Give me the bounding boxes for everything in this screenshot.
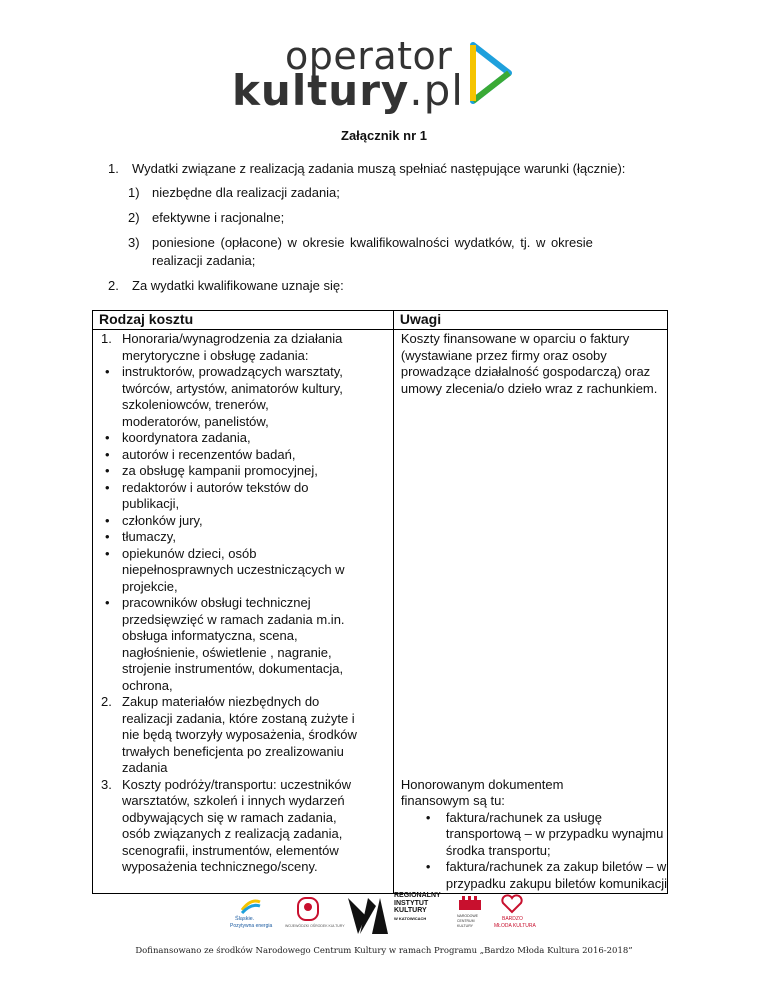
nck-text-line: KULTURY (457, 924, 474, 928)
row3-number: 3. (101, 776, 112, 792)
subpoint-2-number: 2) (128, 210, 140, 225)
row1-bullet-item (93, 463, 393, 480)
operator-kultury-logo (232, 34, 510, 115)
bullet-icon: • (105, 479, 110, 495)
row3-line: scenografii, instrumentów, elementów (122, 842, 339, 858)
attachment-title: Załącznik nr 1 (341, 128, 427, 143)
row1-bullet-line: za obsługę kampanii promocyjnej, (122, 463, 318, 478)
slaskie-tagline: Pozytywna energia (230, 923, 273, 929)
header-remarks: Uwagi (393, 311, 667, 330)
rik-text-line: W KATOWICACH (394, 915, 427, 921)
row1-bullet-line: członków jury, (122, 512, 203, 528)
header-cost-type: Rodzaj kosztu (93, 311, 394, 330)
row3-note-bullet-line: środka transportu; (445, 842, 551, 858)
subpoint-3-number: 3) (128, 235, 140, 250)
subpoint-1-number: 1) (128, 185, 140, 200)
row2-number: 2. (101, 694, 112, 709)
row1-bullet-line: przedsięwzięć w ramach zadania m.in. (122, 611, 345, 627)
row3-note-bullet-line: faktura/rachunek za usługę (445, 809, 602, 825)
subpoint-1-text: niezbędne dla realizacji zadania; (152, 185, 340, 200)
bullet-icon: • (105, 446, 110, 462)
row1-bullet-line: publikacji, (122, 496, 180, 511)
rik-logo (346, 892, 446, 936)
row1-bullet-line: ochrona, (122, 677, 173, 693)
row3-line: warsztatów, szkoleń i innych wydarzeń (122, 793, 345, 808)
row3-cost-cell (93, 777, 394, 894)
funding-note: Dofinansowano ze środków Narodowego Centrum Kultury w ramach Programu „Bardzo Młoda Kultura 2016-2018” (135, 946, 633, 956)
row1-line: Honoraria/wynagrodzenia za działania (122, 331, 343, 346)
row1-bullet-line: nagłośnienie, oświetlenie , nagranie, (122, 644, 332, 660)
row1-cost-cell (93, 330, 394, 695)
row3-note-bullet-line: faktura/rachunek za zakup biletów – w (445, 859, 667, 874)
row1-bullet-item (93, 447, 393, 464)
row3-note-bullet-line: transportową – w przypadku wynajmu (445, 826, 664, 841)
row1-bullet-line: tłumaczy, (122, 529, 176, 544)
bullet-icon: • (105, 545, 110, 561)
row1-bullet-line: strojenie instrumentów, dokumentacja, (122, 661, 344, 676)
row1-bullet-line: pracowników obsługi technicznej (122, 595, 311, 610)
row3-note-intro: Honorowanym dokumentem (400, 776, 564, 792)
row1-bullet-line: autorów i recenzentów badań, (122, 446, 296, 462)
row2-line: zadania (122, 760, 168, 775)
cost-table (92, 310, 668, 894)
row1-note-line: prowadzące działalność gospodarczą) oraz (400, 364, 651, 379)
nck-building-icon (458, 896, 482, 910)
row1-bullet-item (93, 430, 393, 447)
bullet-icon: • (105, 529, 110, 544)
row1-bullet-line: obsługa informatyczna, scena, (122, 628, 298, 643)
wok-text: WOJEWÓDZKI OŚRODEK KULTURY (285, 924, 345, 928)
play-triangle-icon (470, 42, 512, 104)
row2-remarks-cell (393, 694, 667, 777)
bullet-icon: • (105, 512, 110, 528)
bullet-icon: • (105, 595, 110, 610)
row2-line: trwałych beneficjenta po zrealizowaniu (122, 743, 344, 759)
row2-line: Zakup materiałów niezbędnych do (122, 694, 320, 709)
rik-emblem-icon (346, 896, 390, 936)
row2-line: realizacji zadania, które zostaną zużyte i (122, 710, 355, 726)
nck-text-line: CENTRUM (457, 919, 475, 923)
row1-bullet-line: koordynatora zadania, (122, 430, 251, 445)
row1-bullet-line: redaktorów i autorów tekstów do (122, 479, 309, 495)
rik-text-line: INSTYTUT (394, 899, 429, 907)
row1-bullet-line: opiekunów dzieci, osób (122, 545, 257, 561)
point-2-number: 2. (108, 278, 119, 293)
logo-text-operator: operator (285, 34, 453, 78)
row1-note-line: (wystawiane przez firmy oraz osoby (400, 347, 607, 363)
row1-bullet-line: szkoleniowców, trenerów, (122, 397, 269, 412)
row1-bullet-item (93, 364, 393, 430)
row3-note-intro: finansowym są tu: (400, 793, 505, 808)
slaskie-text: Śląskie. (235, 916, 255, 922)
bullet-icon: • (425, 809, 431, 825)
subpoint-2-text: efektywne i racjonalne; (152, 210, 285, 225)
point-1-text: Wydatki związane z realizacją zadania muszą spełniać następujące warunki (łącznie): (132, 161, 626, 176)
row3-line: Koszty podróży/transportu: uczestników (122, 776, 352, 792)
partner-logos (0, 890, 768, 940)
row1-line: merytoryczne i obsługę zadania: (122, 347, 309, 363)
row1-bullet-item (93, 513, 393, 530)
row1-bullet-item (93, 546, 393, 596)
row3-line: odbywających się w ramach zadania, (122, 809, 337, 825)
rik-text-line: REGIONALNY (394, 892, 441, 899)
bmk-text: MŁODA KULTURA (494, 923, 536, 929)
row1-note-line: umowy zlecenia/o dzieło wraz z rachunkiem. (400, 380, 658, 396)
subpoint-3-text-line2: realizacji zadania; (152, 253, 256, 268)
row1-bullet-item (93, 529, 393, 546)
row3-line: osób związanych z realizacją zadania, (122, 826, 343, 841)
row1-remarks-cell (393, 330, 667, 695)
wok-emblem-icon (296, 896, 320, 922)
row1-bullet-line: projekcie, (122, 578, 178, 594)
row1-bullet-line: twórców, artystów, animatorów kultury, (122, 380, 343, 396)
logo-text-kultury: kultury.pl (232, 66, 464, 115)
nck-logo (455, 896, 485, 936)
row3-line: wyposażenia technicznego/sceny. (122, 859, 318, 874)
bullet-icon: • (105, 364, 110, 379)
wok-logo (285, 896, 345, 936)
row3-remarks-cell (393, 777, 667, 894)
bullet-icon: • (105, 463, 110, 478)
row2-line: nie będą tworzyły wyposażenia, środków (122, 727, 357, 742)
bmk-text: BARDZO (502, 916, 523, 922)
bmk-logo (494, 894, 554, 936)
nck-text-line: NARODOWE (457, 914, 478, 918)
row1-bullet-item (93, 480, 393, 513)
point-2-text: Za wydatki kwalifikowane uznaje się: (132, 278, 344, 293)
slaskie-swoosh-icon (240, 898, 262, 914)
row1-bullet-line: moderatorów, panelistów, (122, 413, 269, 429)
slaskie-logo (230, 898, 272, 940)
rik-text-line: KULTURY (394, 907, 427, 914)
row1-number: 1. (101, 331, 112, 346)
subpoint-3-text-line1: poniesione (opłacone) w okresie kwalifikowalności wydatków, tj. w okresie (152, 235, 593, 250)
row1-note-line: Koszty finansowane w oparciu o faktury (400, 331, 630, 346)
row1-bullet-line: instruktorów, prowadzących warsztaty, (122, 364, 343, 379)
row3-note-bullet-line: przypadku zakupu biletów komunikacji (445, 875, 667, 891)
point-1-number: 1. (108, 161, 119, 176)
bullet-icon: • (105, 430, 110, 445)
heart-icon (500, 894, 524, 914)
bullet-icon: • (425, 859, 431, 874)
row1-bullet-item (93, 595, 393, 694)
row1-bullet-line: niepełnosprawnych uczestniczących w (122, 562, 345, 577)
row2-cost-cell (93, 694, 394, 777)
